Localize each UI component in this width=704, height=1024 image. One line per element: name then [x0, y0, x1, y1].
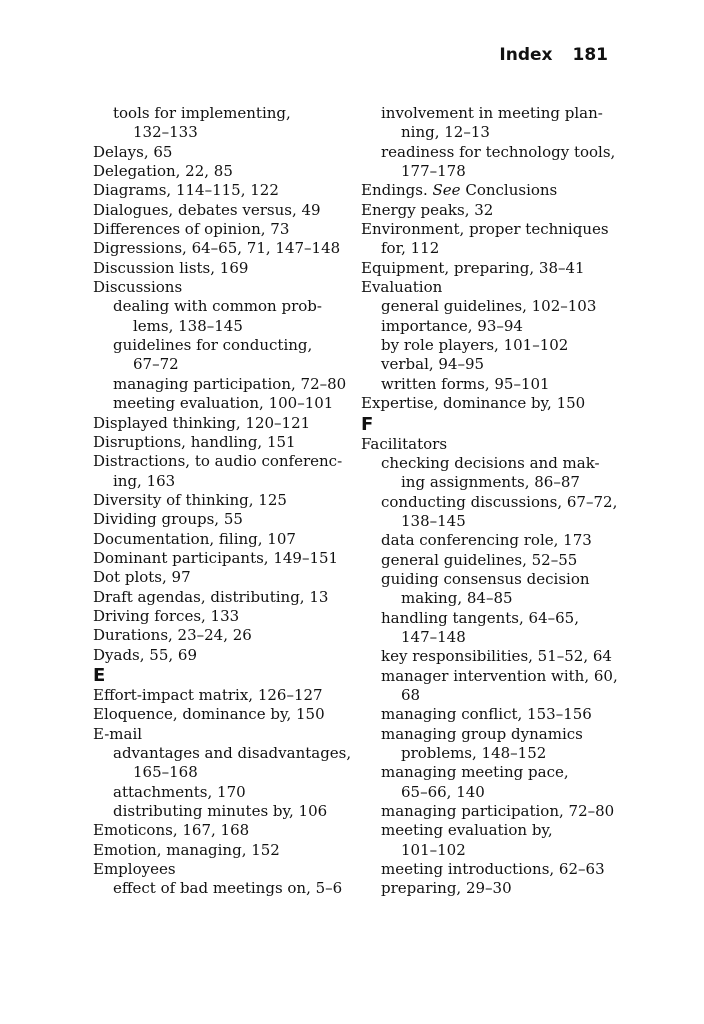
index-subentry: handling tangents, 64–65, [381, 608, 579, 627]
index-entry: Eloquence, dominance by, 150 [93, 705, 325, 724]
index-entry: Dyads, 55, 69 [93, 645, 197, 664]
index-entry: Evaluation [361, 278, 443, 297]
section-letter-heading: E [93, 664, 106, 686]
index-subentry: distributing minutes by, 106 [113, 802, 328, 821]
index-entry: Dividing groups, 55 [93, 510, 243, 529]
index-entry: Displayed thinking, 120–121 [93, 413, 311, 432]
index-entry: Driving forces, 133 [93, 606, 240, 625]
index-subentry: 68 [401, 685, 421, 704]
index-entry: Energy peaks, 32 [361, 200, 494, 219]
index-subentry: advantages and disadvantages, [113, 744, 352, 762]
index-subentry: problems, 148–152 [401, 744, 547, 762]
index-entry: Durations, 23–24, 26 [93, 626, 252, 645]
index-subentry: importance, 93–94 [381, 316, 523, 335]
index-column-right [361, 104, 623, 899]
index-subentry: making, 84–85 [401, 589, 513, 608]
page-number: 181 [572, 45, 608, 65]
index-subentry: ning, 12–13 [401, 123, 490, 142]
index-subentry: checking decisions and mak- [381, 453, 600, 472]
index-entry: Effort-impact matrix, 126–127 [93, 685, 323, 704]
index-entry: Delays, 65 [93, 142, 173, 161]
index-subentry: meeting evaluation by, [381, 821, 553, 840]
index-subentry: tools for implementing, [113, 104, 291, 122]
index-subentry: ing assignments, 86–87 [401, 473, 580, 492]
index-subentry: managing participation, 72–80 [113, 374, 347, 393]
index-subentry: effect of bad meetings on, 5–6 [113, 879, 343, 898]
index-subentry: manager intervention with, 60, [381, 666, 618, 685]
index-subentry: dealing with common prob- [113, 297, 322, 316]
index-entry: Draft agendas, distributing, 13 [93, 587, 329, 606]
index-subentry: lems, 138–145 [133, 316, 243, 335]
index-subentry: 132–133 [133, 123, 198, 142]
index-entry: Expertise, dominance by, 150 [361, 394, 586, 413]
index-entry: Diagrams, 114–115, 122 [93, 181, 279, 200]
index-entry: Emotion, managing, 152 [93, 840, 280, 859]
index-subentry: guiding consensus decision [381, 569, 590, 588]
index-entry: Discussions [93, 278, 183, 297]
index-entry: Dialogues, debates versus, 49 [93, 200, 321, 219]
index-entry: Dominant participants, 149–151 [93, 548, 339, 567]
index-subentry: managing meeting pace, [381, 763, 569, 782]
index-subentry: 101–102 [401, 840, 466, 859]
index-subentry: 138–145 [401, 511, 466, 530]
index-entry: Environment, proper techniques [361, 220, 609, 239]
index-subentry: 177–178 [401, 162, 466, 181]
see-target: Conclusions [465, 181, 558, 200]
index-subentry: meeting evaluation, 100–101 [113, 394, 334, 413]
index-subentry: managing group dynamics [381, 724, 583, 743]
index-entry: Distractions, to audio conferenc- [93, 452, 343, 471]
index-subentry: preparing, 29–30 [381, 879, 512, 898]
index-entry: Employees [93, 860, 176, 879]
index-subentry: managing conflict, 153–156 [381, 705, 592, 724]
index-entry: Discussion lists, 169 [93, 258, 249, 277]
index-subentry: 65–66, 140 [401, 782, 485, 801]
index-subentry: ing, 163 [113, 471, 176, 490]
index-entry: Facilitators [361, 434, 448, 453]
index-subentry: involvement in meeting plan- [381, 104, 603, 122]
index-entry: E-mail [93, 724, 143, 743]
index-entry: Differences of opinion, 73 [93, 220, 290, 239]
index-entry: Diversity of thinking, 125 [93, 490, 287, 509]
index-entry: Delegation, 22, 85 [93, 162, 233, 181]
index-subentry: conducting discussions, 67–72, [381, 492, 618, 511]
index-entry: Digressions, 64–65, 71, 147–148 [93, 239, 341, 258]
index-entry: Dot plots, 97 [93, 568, 191, 587]
section-letter-heading: F [361, 413, 374, 435]
index-subentry: meeting introductions, 62–63 [381, 860, 605, 879]
index-column-left [93, 104, 355, 899]
index-subentry: data conferencing role, 173 [381, 531, 592, 550]
index-subentry: managing participation, 72–80 [381, 802, 615, 821]
index-subentry: by role players, 101–102 [381, 336, 569, 355]
index-subentry: readiness for technology tools, [381, 142, 616, 161]
running-head-title: Index [499, 45, 553, 65]
index-subentry: written forms, 95–101 [381, 374, 550, 393]
index-subentry: attachments, 170 [113, 782, 246, 801]
running-head [499, 45, 608, 65]
index-subentry: 67–72 [133, 355, 179, 374]
index-subentry: general guidelines, 52–55 [381, 550, 578, 569]
index-subentry: key responsibilities, 51–52, 64 [381, 647, 612, 666]
index-entry: Documentation, filing, 107 [93, 529, 296, 548]
index-subentry: for, 112 [381, 239, 440, 258]
index-entry: Emoticons, 167, 168 [93, 821, 250, 840]
index-entry: Equipment, preparing, 38–41 [361, 258, 585, 277]
see-reference: See [432, 181, 461, 200]
index-subentry: guidelines for conducting, [113, 336, 313, 355]
index-entry: Disruptions, handling, 151 [93, 432, 296, 451]
index-entry [361, 181, 623, 200]
entry-term: Endings. [361, 181, 428, 200]
index-subentry: general guidelines, 102–103 [381, 297, 597, 316]
index-subentry: 165–168 [133, 763, 198, 782]
index-subentry: 147–148 [401, 627, 466, 646]
index-subentry: verbal, 94–95 [381, 355, 485, 374]
